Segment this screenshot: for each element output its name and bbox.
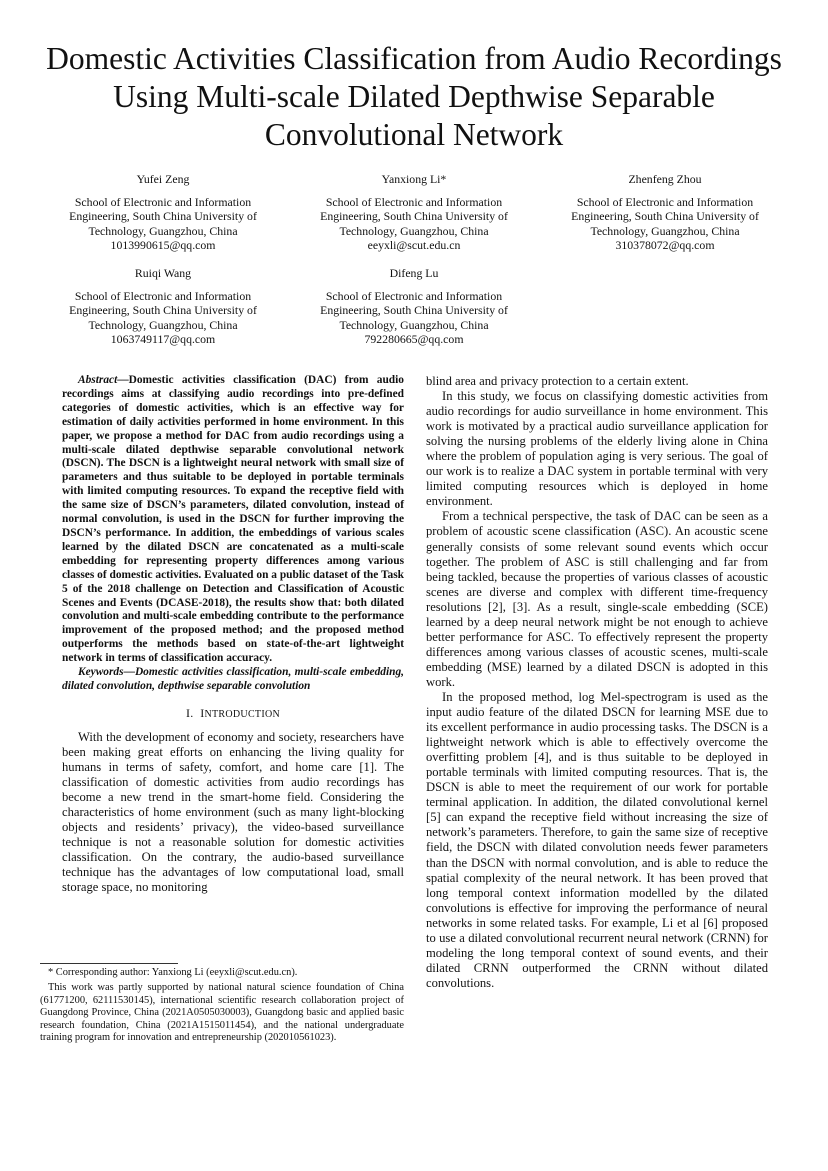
footnote-divider — [40, 963, 178, 964]
author-affiliation: School of Electronic and Information — [325, 195, 503, 210]
author-affiliation: Engineering, South China University of — [69, 209, 257, 224]
author-block — [38, 172, 288, 252]
author-email: 1013990615@qq.com — [110, 237, 216, 252]
author-affiliation: Technology, Guangzhou, China — [339, 317, 489, 332]
author-email: eeyxli@scut.edu.cn — [367, 237, 461, 252]
author-affiliation: Engineering, South China University of — [69, 303, 257, 318]
keywords: Keywords—Domestic activities classification, multi-scale embedding, dilated convolution, depthwise separable convolution — [62, 666, 404, 692]
section-heading — [62, 706, 404, 722]
author-affiliation: Engineering, South China University of — [571, 209, 759, 224]
author-affiliation: Technology, Guangzhou, China — [88, 223, 238, 238]
author-affiliation: Engineering, South China University of — [320, 209, 508, 224]
author-block — [289, 266, 539, 346]
author-affiliation: Technology, Guangzhou, China — [88, 317, 238, 332]
body-paragraph: In the proposed method, log Mel-spectrogram is used as the input audio feature of the dilated DSCN for learning MSE due to its excellent performance in audio processing tasks. The DSCN is a lightweight network which is able to effectively overcome the overfitting problem [4], and is thus suitable to be deployed in portable terminals with limited computing resources. That is, the DSCN is able to meet the requirement of our work for portable terminal application. In addition, the dilated convolutional kernel [5] can expand the receptive field without increasing the size of network’s parameters. Therefore, to gain the same size of receptive field, the DSCN with dilated convolution needs fewer parameters than the DSCN with normal convolution, and is able to reduce the spatial complexity of the neural network. It has been proved that long temporal context information modelled by the dilated convolutions is effective for improving the performance of neural networks in some related tasks. For example, Li et al [6] proposed to use a dilated convolutional recurrent neural network (CRNN) for modeling the long temporal context of sound events, and their dilated CRNN outperformed the CRNN without dilated convolutions. — [426, 689, 768, 990]
author-name: Difeng Lu — [389, 266, 439, 280]
author-affiliation: School of Electronic and Information — [576, 195, 754, 210]
body-paragraph: From a technical perspective, the task of DAC can be seen as a problem of acoustic scene classification (ASC). An acoustic scene generally consists of some relevant sound events which occur together. The problem of ASC is still challenging and far from being tackled, because the properties of various classes of acoustic scenes are diverse and complex with different time-frequency resolutions [2], [3]. As a result, single-scale embedding (SCE) learned by a deep neural network might be not enough to achieve better performance for ASC. To effectively represent the property differences among various classes of acoustic scenes, multi-scale embedding (MSE) learned by a dilated DSCN is adopted in this work. — [426, 509, 768, 689]
author-affiliation: School of Electronic and Information — [74, 195, 252, 210]
author-block — [38, 266, 288, 346]
body-paragraph: In this study, we focus on classifying domestic activities from audio recordings for audio surveillance in home environment. This work is motivated by a practical audio surveillance application for solving the nursing problems of the elderly living alone in China where the problem of population aging is very serious. The goal of our work is to realize a DAC system in portable terminal with very limited computing resources which is deployed in home environment. — [426, 389, 768, 509]
author-affiliation: Technology, Guangzhou, China — [339, 223, 489, 238]
section-title-initial: I — [200, 705, 205, 720]
author-affiliation: School of Electronic and Information — [325, 289, 503, 304]
author-affiliation: Technology, Guangzhou, China — [590, 223, 740, 238]
footnote: This work was partly supported by national natural science foundation of China (61771200, 62111530145), international scientific research collaboration project of Guangdong Province, China (2021A0505030003), Guangdong basic and applied basic research foundation, China (2021A1515011454), and the national undergraduate training program for innovation and entrepreneurship (202010561023). — [40, 982, 404, 1044]
author-name: Yufei Zeng — [136, 172, 190, 186]
abstract-label: Abstract — [78, 374, 118, 386]
author-email: 792280665@qq.com — [364, 331, 464, 346]
author-name: Yanxiong Li* — [381, 172, 447, 186]
author-name: Ruiqi Wang — [134, 266, 192, 280]
section-number: I. — [185, 705, 194, 720]
section-title-rest: NTRODUCTION — [204, 708, 281, 720]
footnotes — [40, 967, 404, 1047]
right-column — [426, 374, 768, 991]
abstract — [62, 374, 404, 666]
author-email: 310378072@qq.com — [615, 237, 715, 252]
author-affiliation: Engineering, South China University of — [320, 303, 508, 318]
body-paragraph: With the development of economy and society, researchers have been making great efforts on enhancing the living quality for humans in terms of safety, comfort, and home care [1]. The classification of domestic activities from audio recordings has become a new trend in the smart-home field. Considering the characteristics of home environment (such as many light-blocking objects and residents’ privacy), the video-based surveillance technique is not a reasonable solution for domestic activities classification. On the contrary, the audio-based surveillance technique has the advantages of low computational load, small storage space, no monitoring — [62, 729, 404, 895]
author-block — [289, 172, 539, 252]
author-block — [540, 172, 790, 252]
author-affiliation: School of Electronic and Information — [74, 289, 252, 304]
paper-title: Domestic Activities Classification from Audio Recordings Using Multi-scale Dilated Depthwise Separable Convolutional Network — [46, 41, 782, 152]
body-paragraph: blind area and privacy protection to a certain extent. — [426, 374, 689, 388]
footnote: * Corresponding author: Yanxiong Li (eeyxli@scut.edu.cn). — [48, 967, 298, 978]
author-email: 1063749117@qq.com — [110, 331, 216, 346]
left-column — [62, 374, 404, 895]
author-name: Zhenfeng Zhou — [628, 172, 702, 186]
abstract-text: —Domestic activities classification (DAC) from audio recordings aims at classifying audio recordings into pre-defined categories of domestic activities, which is an effective way for estimation of daily activities performed in home environment. In this paper, we propose a method for DAC from audio recordings using a multi-scale dilated depthwise separable convolutional network (DSCN). The DSCN is a lightweight neural network with small size of parameters and thus suitable to be deployed in portable terminals with limited computing resources. To expand the receptive field with the same size of DSCN’s parameters, dilated convolution, instead of normal convolution, is used in the DSCN for further improving the DSCN’s performance. In addition, the embeddings of various scales learned by the dilated DSCN are concatenated as a multi-scale embedding for representing property differences among various classes of domestic activities. Evaluated on a public dataset of the Task 5 of the 2018 challenge on Detection and Classification of Acoustic Scenes and Events (DCASE-2018), the results show that: both dilated convolution and multi-scale embedding contribute to the performance improvement of the proposed method; and the proposed method outperforms the methods based on state-of-the-art lightweight network in terms of classification accuracy. — [62, 374, 404, 665]
